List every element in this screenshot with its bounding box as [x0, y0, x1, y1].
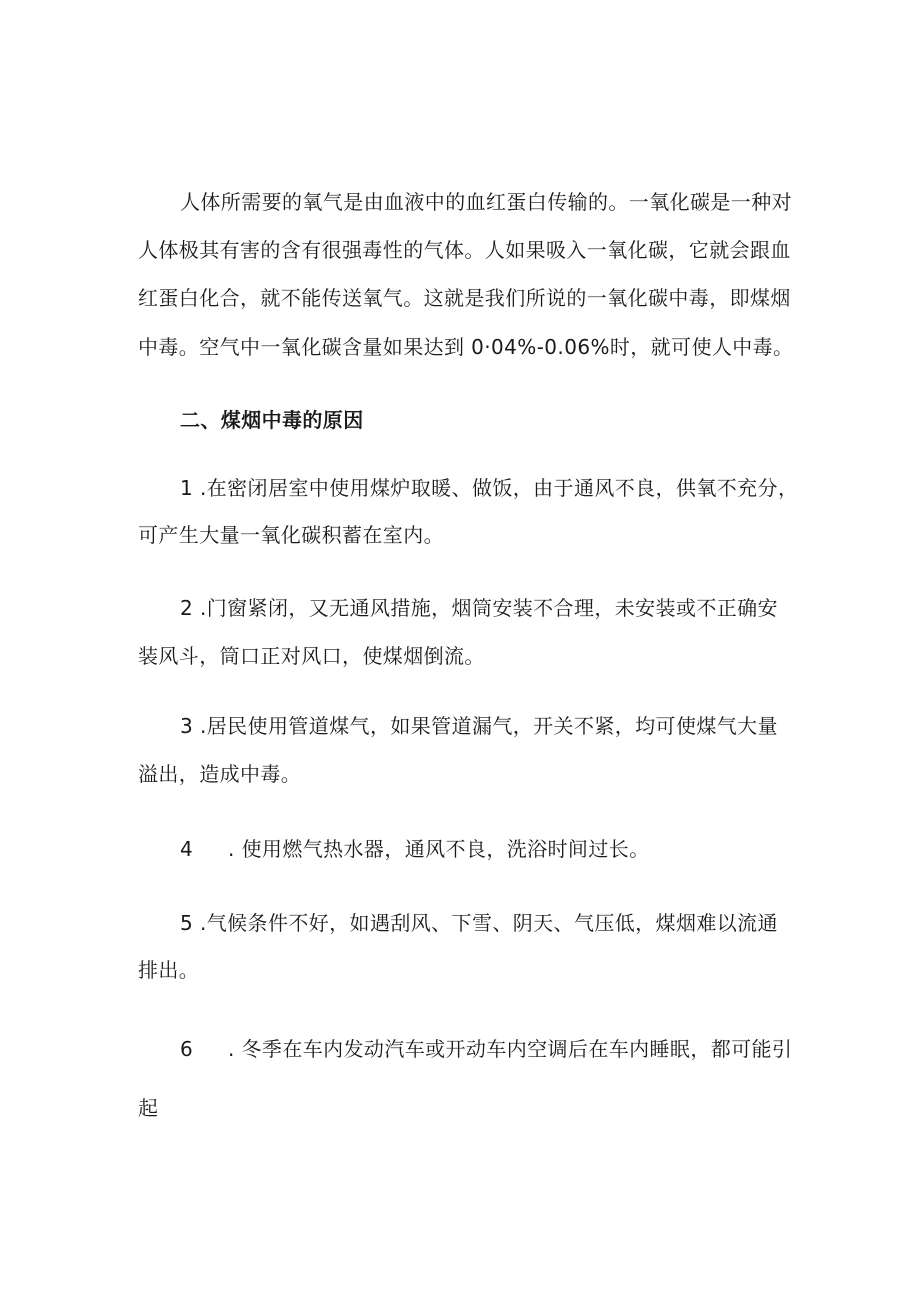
item-1-line-1: .在密闭居室中使用煤炉取暖、做饭，由于通风不良，供氧不充分，: [200, 476, 799, 500]
item-6-line-1: . 冬季在车内发动汽车或开动车内空调后在车内睡眠，都可能引: [228, 1037, 793, 1061]
item-3-line-1: .居民使用管道煤气，如果管道漏气，开关不紧，均可使煤气大量: [200, 714, 778, 738]
item-4-line-1: . 使用燃气热水器，通风不良，洗浴时间过长。: [228, 837, 650, 861]
item-1-line-2: 可产生大量一氧化碳积蓄在室内。: [138, 523, 444, 547]
item-2-line-1: .门窗紧闭，又无通风措施，烟筒安装不合理，未安装或不正确安: [200, 596, 778, 620]
list-item-5: [180, 909, 778, 937]
item-5-line-1: .气候条件不好，如遇刮风、下雪、阴天、气压低，煤烟难以流通: [200, 911, 778, 935]
list-item-1: [180, 474, 798, 502]
item-2-line-2: 装风斗，筒口正对风口，使煤烟倒流。: [138, 644, 485, 668]
item-3-line-2: 溢出，造成中毒。: [138, 762, 302, 786]
list-item-2: [180, 594, 778, 622]
intro-line-4: 中毒。空气中一氧化碳含量如果达到 0·04%-0.06%时，就可使人中毒。: [138, 335, 794, 359]
item-6-line-2: 起: [138, 1096, 159, 1120]
item-5-line-2: 排出。: [138, 958, 200, 982]
item-number-4: 4: [180, 837, 194, 861]
list-item-3: [180, 712, 778, 740]
intro-line-2: 人体极其有害的含有很强毒性的气体。人如果吸入一氧化碳，它就会跟血: [138, 238, 791, 262]
intro-line-1: 人体所需要的氧气是由血液中的血红蛋白传输的。一氧化碳是一种对: [180, 190, 792, 214]
section-heading: 二、煤烟中毒的原因: [180, 408, 364, 432]
item-number-6: 6: [180, 1037, 194, 1061]
item-number-1: 1: [180, 476, 194, 500]
item-number-2: 2: [180, 596, 194, 620]
intro-line-3: 红蛋白化合，就不能传送氧气。这就是我们所说的一氧化碳中毒，即煤烟: [138, 286, 791, 310]
list-item-6: [180, 1035, 792, 1063]
item-number-5: 5: [180, 911, 194, 935]
list-item-4: [180, 835, 650, 863]
item-number-3: 3: [180, 714, 194, 738]
